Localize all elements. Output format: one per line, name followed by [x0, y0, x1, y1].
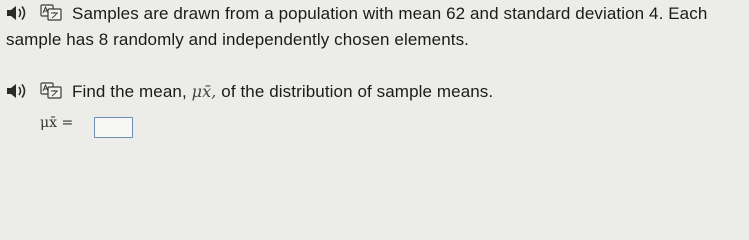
problem-statement-line-2: sample has 8 randomly and independently chosen elements. [6, 30, 469, 49]
answer-label [40, 115, 73, 131]
translate-icon[interactable] [40, 82, 62, 99]
problem-statement-line-1: Samples are drawn from a population with mean 62 and standard deviation 4. Each [72, 4, 708, 23]
translate-icon[interactable] [40, 4, 62, 21]
speaker-icon[interactable] [6, 82, 28, 100]
mean-symbol: μx̄, [191, 82, 217, 101]
answer-input[interactable] [94, 117, 133, 138]
answer-label-text: μx̄ = [40, 115, 74, 131]
question-text-after: of the distribution of sample means. [221, 82, 494, 101]
question-text [72, 79, 493, 104]
speaker-icon[interactable] [6, 4, 28, 22]
question-text-before: Find the mean, [72, 82, 187, 101]
